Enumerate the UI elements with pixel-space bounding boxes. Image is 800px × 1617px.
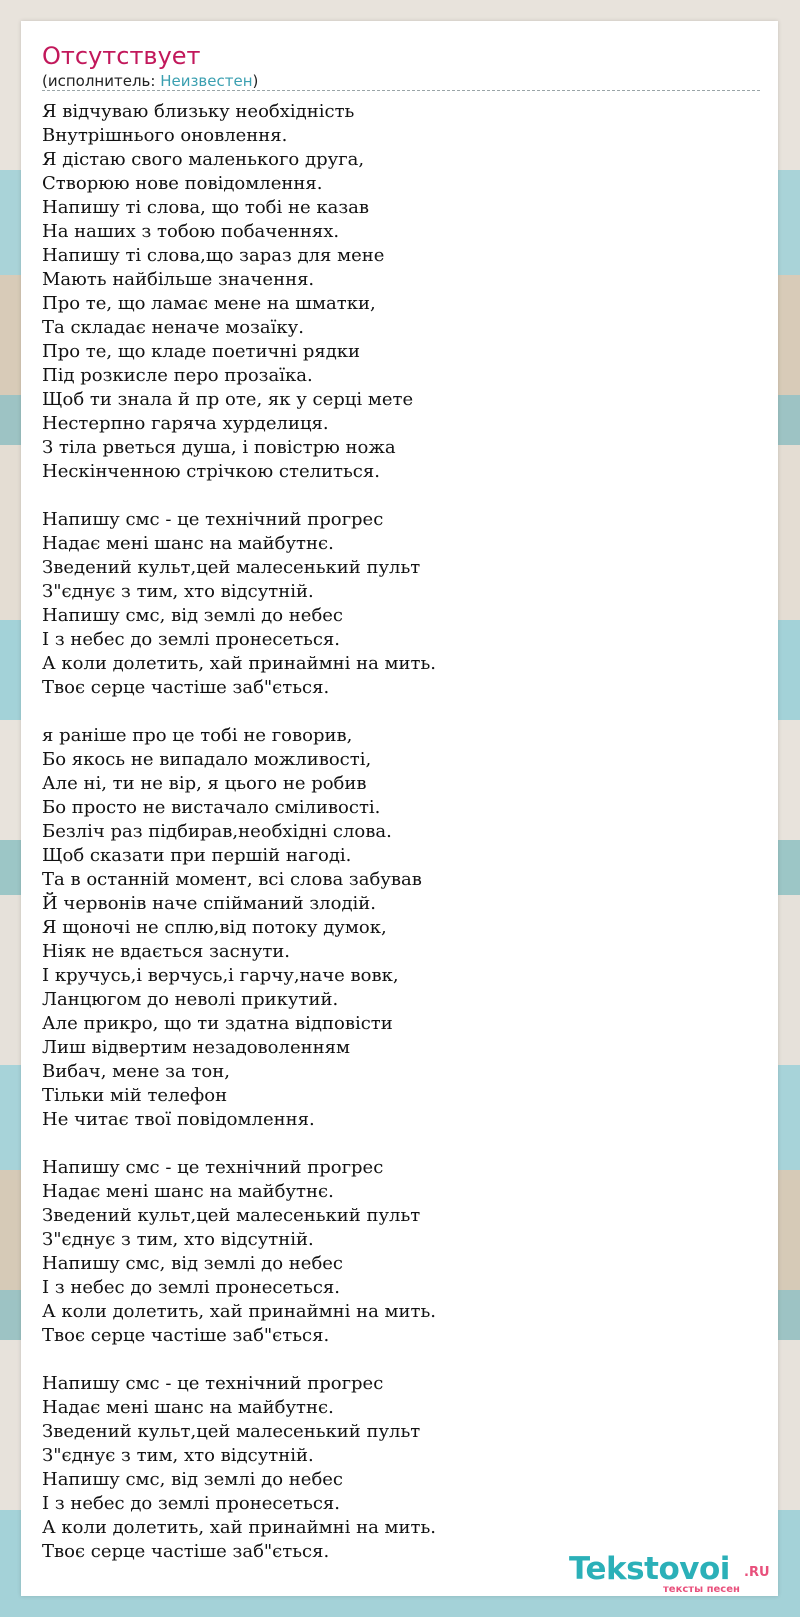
lyrics-line: я раніше про це тобі не говорив, <box>42 725 353 746</box>
lyrics-line: Напишу смс - це технічний прогрес <box>42 1373 384 1394</box>
lyrics-line: Напишу смс - це технічний прогрес <box>42 1157 384 1178</box>
site-logo[interactable] <box>569 1552 769 1596</box>
lyrics-line: Та в останній момент, всі слова забував <box>42 869 422 890</box>
lyrics-line: Але ні, ти не вір, я цього не робив <box>42 773 367 794</box>
lyrics-line: Безліч раз підбирав,необхідні слова. <box>42 821 392 842</box>
lyrics-line: Бо просто не вистачало сміливості. <box>42 797 381 818</box>
lyrics-line: Твоє серце частіше заб"ється. <box>42 677 330 698</box>
title-divider <box>42 90 760 91</box>
lyrics-blank-line <box>42 484 742 508</box>
lyrics-line: Надає мені шанс на майбутнє. <box>42 1397 334 1418</box>
lyrics-line: Зведений культ,цей малесенький пульт <box>42 557 421 578</box>
lyrics-line: З тіла рветься душа, і повістрю ножа <box>42 437 396 458</box>
lyrics-line: Напишу смс, від землі до небес <box>42 1253 344 1274</box>
lyrics-line: І з небес до землі пронесеться. <box>42 1493 340 1514</box>
lyrics-line: Зведений культ,цей малесенький пульт <box>42 1205 421 1226</box>
lyrics-line: Про те, що ламає мене на шматки, <box>42 293 376 314</box>
lyrics-line: З"єднує з тим, хто відсутній. <box>42 1445 314 1466</box>
lyrics-line: Не читає твої повідомлення. <box>42 1109 315 1130</box>
artist-link[interactable]: Неизвестен <box>160 72 253 90</box>
artist-line <box>42 71 258 91</box>
lyrics-line: Та складає неначе мозаїку. <box>42 317 304 338</box>
lyrics-line: Створюю нове повідомлення. <box>42 173 323 194</box>
lyrics-card <box>21 21 778 1596</box>
lyrics-line: Нескінченною стрічкою стелиться. <box>42 461 380 482</box>
lyrics-blank-line <box>42 1132 742 1156</box>
artist-suffix: ) <box>252 72 259 90</box>
logo-tld: .RU <box>744 1565 770 1580</box>
lyrics-line: Під розкисле перо прозаїка. <box>42 365 313 386</box>
lyrics-line: Щоб сказати при першій нагоді. <box>42 845 352 866</box>
logo-name: Tekstovoi <box>569 1551 730 1587</box>
lyrics-line: Я щоночі не сплю,від потоку думок, <box>42 917 387 938</box>
lyrics-line: Я дістаю свого маленького друга, <box>42 149 365 170</box>
lyrics-line: Напишу смс - це технічний прогрес <box>42 509 384 530</box>
lyrics-line: Щоб ти знала й пр оте, як у серці мете <box>42 389 414 410</box>
logo-tagline: тексты песен <box>663 1584 740 1595</box>
lyrics-line: А коли долетить, хай принаймні на мить. <box>42 653 437 674</box>
lyrics-line: Напишу смс, від землі до небес <box>42 1469 344 1490</box>
lyrics-line: Я відчуваю близьку необхідність <box>42 101 355 122</box>
lyrics-line: І з небес до землі пронесеться. <box>42 1277 340 1298</box>
lyrics-line: Зведений культ,цей малесенький пульт <box>42 1421 421 1442</box>
lyrics-line: Надає мені шанс на майбутнє. <box>42 1181 334 1202</box>
song-title: Отсутствует <box>42 42 201 70</box>
lyrics-line: Напишу ті слова,що зараз для мене <box>42 245 385 266</box>
lyrics-line: Напишу ті слова, що тобі не казав <box>42 197 370 218</box>
lyrics-text <box>42 100 742 1564</box>
artist-prefix: (исполнитель: <box>42 72 161 90</box>
lyrics-line: Надає мені шанс на майбутнє. <box>42 533 334 554</box>
lyrics-line: Напишу смс, від землі до небес <box>42 605 344 626</box>
lyrics-line: Твоє серце частіше заб"ється. <box>42 1325 330 1346</box>
lyrics-line: Тільки мій телефон <box>42 1085 228 1106</box>
lyrics-line: Про те, що кладе поетичні рядки <box>42 341 361 362</box>
lyrics-line: З"єднує з тим, хто відсутній. <box>42 1229 314 1250</box>
lyrics-line: Внутрішнього оновлення. <box>42 125 288 146</box>
lyrics-line: Лиш відвертим незадоволенням <box>42 1037 350 1058</box>
lyrics-line: Бо якось не випадало можливості, <box>42 749 372 770</box>
lyrics-line: Ніяк не вдається заснути. <box>42 941 290 962</box>
lyrics-line: І кручусь,і верчусь,і гарчу,наче вовк, <box>42 965 399 986</box>
lyrics-line: А коли долетить, хай принаймні на мить. <box>42 1517 437 1538</box>
lyrics-line: А коли долетить, хай принаймні на мить. <box>42 1301 437 1322</box>
lyrics-line: Мають найбільше значення. <box>42 269 315 290</box>
lyrics-blank-line <box>42 1348 742 1372</box>
lyrics-line: Вибач, мене за тон, <box>42 1061 230 1082</box>
lyrics-line: І з небес до землі пронесеться. <box>42 629 340 650</box>
lyrics-blank-line <box>42 700 742 724</box>
lyrics-line: Але прикро, що ти здатна відповісти <box>42 1013 393 1034</box>
lyrics-line: На наших з тобою побаченнях. <box>42 221 340 242</box>
lyrics-line: З"єднує з тим, хто відсутній. <box>42 581 314 602</box>
lyrics-line: Нестерпно гаряча хурделиця. <box>42 413 329 434</box>
lyrics-line: Й червонів наче спійманий злодій. <box>42 893 377 914</box>
lyrics-line: Ланцюгом до неволі прикутий. <box>42 989 339 1010</box>
lyrics-line: Твоє серце частіше заб"ється. <box>42 1541 330 1562</box>
